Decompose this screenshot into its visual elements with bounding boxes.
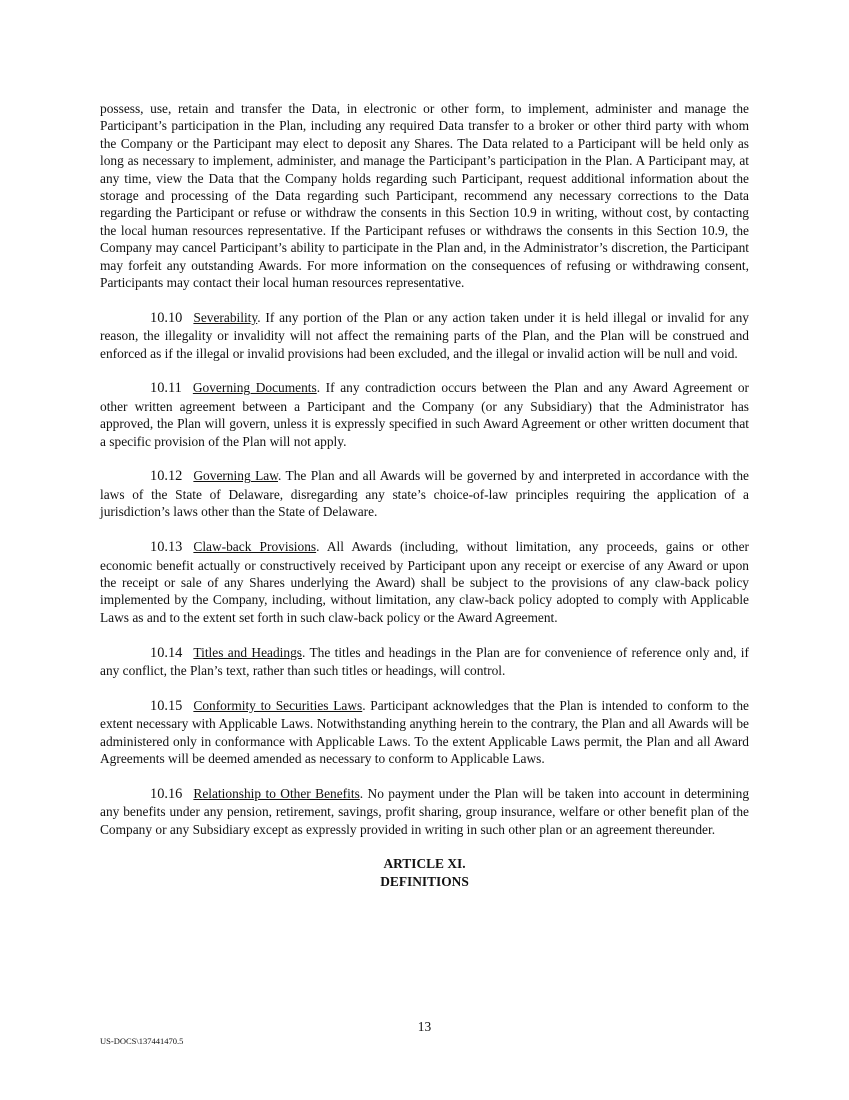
section-number: 10.15	[150, 697, 183, 714]
section-10-13	[100, 538, 749, 626]
section-text: . The titles and headings in the Plan are for convenience of reference only and, if any conflict, the Plan’s text, rather than such titles or headings, will control.	[100, 644, 749, 678]
section-heading: Governing Documents	[192, 380, 317, 396]
section-heading: Conformity to Securities Laws	[193, 697, 363, 713]
section-heading: Titles and Headings	[193, 644, 302, 660]
article-number: ARTICLE XI.	[383, 856, 466, 872]
section-number: 10.10	[150, 309, 183, 326]
document-page	[100, 100, 749, 890]
section-number: 10.11	[150, 380, 182, 397]
section-number: 10.14	[150, 644, 183, 661]
section-number: 10.16	[150, 785, 183, 802]
section-text: . All Awards (including, without limitation, any proceeds, gains or other economic benefit actually or constructively received by Participant upon any receipt or exercise of any Award or upon the receipt or sale of any Shares underlying the Award) shall be subject to the provisions of any claw-back policy implemented by the Company, including, without limitation, any claw-back policy adopted to comply with Applicable Laws as and to the extent set forth in such claw-back policy or the Award Agreement.	[100, 539, 749, 625]
section-text: . No payment under the Plan will be taken into account in determining any benefits under any pension, retirement, savings, profit sharing, group insurance, welfare or other benefit plan of the Company or any Subsidiary except as expressly provided in writing in such other plan or an agreement thereunder.	[100, 785, 750, 837]
section-heading: Governing Law	[193, 468, 278, 484]
section-10-15	[100, 697, 749, 768]
section-10-12	[100, 467, 749, 520]
article-title: DEFINITIONS	[380, 873, 469, 889]
section-text: . The Plan and all Awards will be governed by and interpreted in accordance with the laws of the State of Delaware, disregarding any state’s choice-of-law principles requiring the application of a jurisdiction’s laws other than the State of Delaware.	[100, 468, 749, 520]
section-number: 10.13	[150, 539, 183, 556]
section-10-11	[100, 379, 749, 450]
document-id: US-DOCS\137441470.5	[100, 1036, 184, 1046]
article-heading	[100, 855, 749, 890]
intro-paragraph: possess, use, retain and transfer the Data, in electronic or other form, to implement, administer and manage the Participant’s participation in the Plan, including any required Data transfer to a broker or other third party with whom the Company or the Participant may elect to deposit any Shares. The Data related to a Participant will be held only as long as necessary to implement, administer, and manage the Participant’s participation in the Plan. A Participant may, at any time, view the Data that the Company holds regarding such Participant, request additional information about the storage and processing of the Data regarding such Participant, recommend any necessary corrections to the Data regarding the Participant or refuse or withdraw the consents in this Section 10.9 in writing, without cost, by contacting the local human resources representative. If the Participant refuses or withdraws the consents in this Section 10.9, the Company may cancel Participant’s ability to participate in the Plan and, in the Administrator’s discretion, the Participant may forfeit any outstanding Awards. For more information on the consequences of refusing or withdrawing consent, Participants may contact their local human resources representative.	[100, 101, 749, 291]
section-text: . If any portion of the Plan or any action taken under it is held illegal or invalid for any reason, the illegality or invalidity will not affect the remaining parts of the Plan, and the Plan will be construed and enforced as if the illegal or invalid provisions had been excluded, and the illegal or invalid action will be null and void.	[100, 309, 749, 361]
section-heading: Claw-back Provisions	[193, 539, 317, 555]
page-number: 13	[417, 1019, 432, 1034]
section-10-10	[100, 309, 749, 362]
section-heading: Relationship to Other Benefits	[193, 785, 360, 801]
section-text: . If any contradiction occurs between the Plan and any Award Agreement or other written agreement between a Participant and the Company (or any Subsidiary) that the Administrator has approved, the Plan will govern, unless it is expressly specified in such Award Agreement or other written document that a specific provision of the Plan will not apply.	[100, 380, 750, 449]
section-heading: Severability	[193, 309, 258, 325]
section-text: . Participant acknowledges that the Plan is intended to conform to the extent necessary with Applicable Laws. Notwithstanding anything herein to the contrary, the Plan and all Awards will be administered only in conformance with Applicable Laws. To the extent Applicable Laws permit, the Plan and all Award Agreements will be deemed amended as necessary to conform to Applicable Laws.	[100, 697, 749, 766]
section-10-14	[100, 644, 749, 680]
section-10-16	[100, 785, 749, 838]
section-number: 10.12	[150, 468, 183, 485]
